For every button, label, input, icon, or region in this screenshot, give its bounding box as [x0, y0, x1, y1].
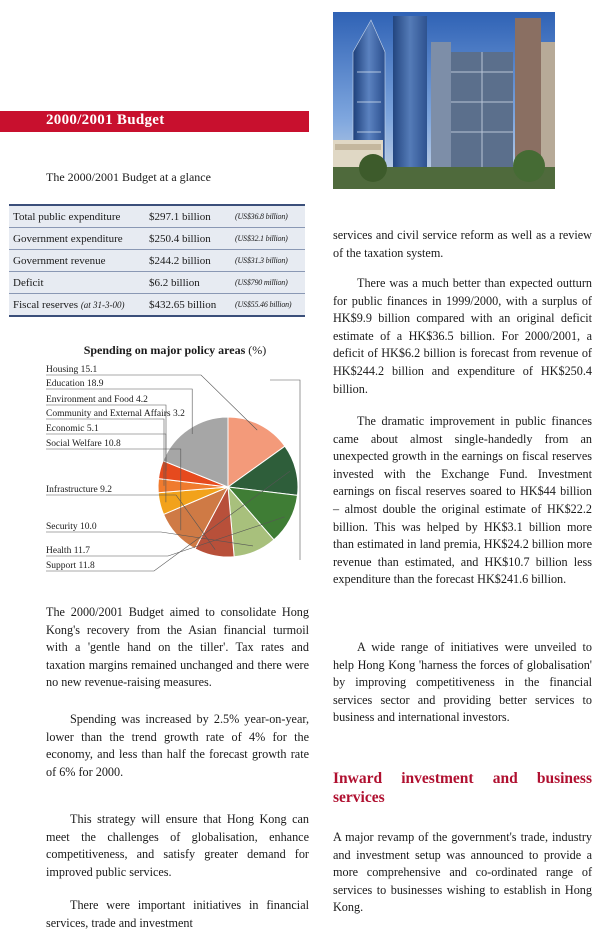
glance-title: The 2000/2001 Budget at a glance — [46, 170, 211, 184]
row-usd: (US$790 million) — [233, 272, 305, 294]
section-title: 2000/2001 Budget — [46, 112, 165, 128]
table-row — [9, 250, 305, 272]
legend-label: Security 10.0 — [46, 522, 97, 532]
table-row — [9, 228, 305, 250]
table-row — [9, 205, 305, 228]
legend-label: Housing 15.1 — [46, 365, 98, 375]
chart-title: Spending on major policy areas (%) — [83, 343, 267, 357]
legend-label: Environment and Food 4.2 — [46, 395, 148, 405]
row-label: Government revenue — [9, 250, 147, 272]
legend-label: Social Welfare 10.8 — [46, 439, 121, 449]
row-label: Government expenditure — [9, 228, 147, 250]
inward-investment-heading: Inward investment and business services — [333, 770, 592, 806]
row-label: Total public expenditure — [9, 205, 147, 228]
row-usd: (US$31.3 billion) — [233, 250, 305, 272]
legend-label: Economic 5.1 — [46, 424, 99, 434]
left-paragraph-2: Spending was increased by 2.5% year-on-year, lower than the trend growth rate of 4% for the economy, and less than half the forecast growth rate of 6% for 2000. — [46, 712, 309, 779]
left-paragraph-3: This strategy will ensure that Hong Kong can meet the challenges of globalisation, enhance competitiveness, and satisfy greater demand for improved public services. — [46, 812, 309, 879]
legend-label: Community and External Affairs 3.2 — [46, 409, 185, 419]
left-paragraph-1: The 2000/2001 Budget aimed to consolidate Hong Kong's recovery from the Asian financial turmoil with a 'gentle hand on the tiller'. Tax rates and taxation margins remained unchanged and there were no new revenue-raising measures. — [46, 605, 309, 690]
right-paragraph-1: services and civil service reform as well as a review of the taxation system. — [333, 228, 592, 260]
row-label: Fiscal reserves (at 31-3-00) — [9, 294, 147, 317]
row-usd: (US$55.46 billion) — [233, 294, 305, 317]
row-note: (at 31-3-00) — [80, 299, 125, 310]
row-usd: (US$36.8 billion) — [233, 205, 305, 228]
row-value: $6.2 billion — [147, 272, 233, 294]
legend-label: Infrastructure 9.2 — [46, 485, 112, 495]
row-value: $297.1 billion — [147, 205, 233, 228]
table-row — [9, 272, 305, 294]
row-value: $244.2 billion — [147, 250, 233, 272]
legend-label: Support 11.8 — [46, 561, 95, 571]
row-label: Deficit — [9, 272, 147, 294]
table-row — [9, 294, 305, 317]
section-banner — [0, 111, 309, 132]
policy-spending-pie-chart — [0, 360, 310, 580]
budget-glance-table — [9, 204, 305, 317]
legend-label: Education 18.9 — [46, 379, 104, 389]
row-value: $250.4 billion — [147, 228, 233, 250]
left-paragraph-4: There were important initiatives in financial services, trade and investment — [46, 898, 309, 930]
row-value: $432.65 billion — [147, 294, 233, 317]
right-paragraph-2: There was a much better than expected outturn for public finances in 1999/2000, with a surplus of HK$9.9 billion compared with an original deficit estimate of a HK$36.5 billion. For 2000/2001, a deficit of HK$6.2 billion is forecast from revenue of HK$244.2 billion and expenditure of HK$250.4 billion. — [333, 276, 592, 396]
skyline-photo — [333, 12, 555, 189]
row-usd: (US$32.1 billion) — [233, 228, 305, 250]
right-paragraph-3: The dramatic improvement in public finances came about almost single-handedly from an unexpected growth in the earnings on fiscal reserves invested with the Exchange Fund. Investment earnings on fiscal reserves soared to HK$44 billion – almost double the original estimate of HK$22.2 billion. This was helped by HK$3.1 billion more than estimated in land premia, HK$24.2 billion more revenue than estimated, and HK$10.7 billion less expenditure than the forecast HK$241.6 billion. — [333, 414, 592, 587]
inward-investment-paragraph: A major revamp of the government's trade, industry and investment setup was announced to provide a more comprehensive and co-ordinated range of services to businesses wishing to establish in Hong Kong. — [333, 830, 592, 915]
legend-label: Health 11.7 — [46, 546, 90, 556]
right-paragraph-4: A wide range of initiatives were unveiled to help Hong Kong 'harness the forces of globalisation' by improving competitiveness in the financial services sector and providing better services to business and international investors. — [333, 640, 592, 725]
